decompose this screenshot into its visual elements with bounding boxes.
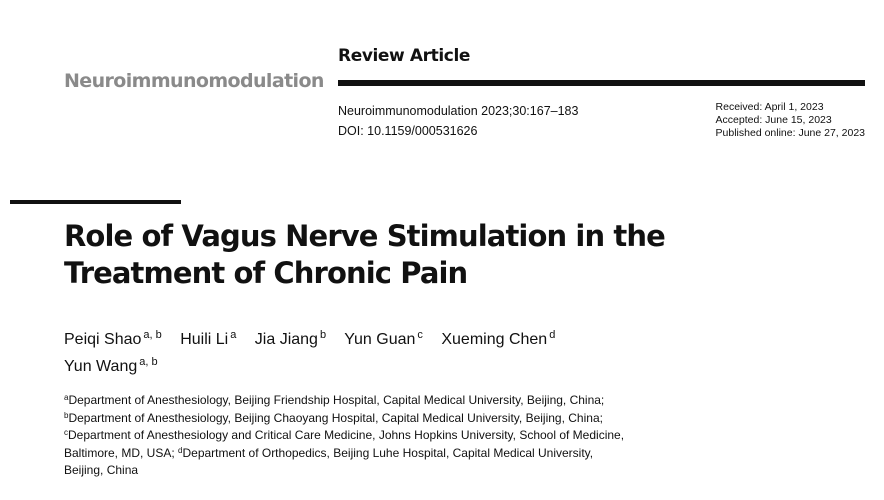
affiliation-text: Department of Anesthesiology, Beijing Chaoyang Hospital, Capital Medical University, Beijing, China;: [68, 410, 603, 425]
affiliation-line: [64, 410, 624, 428]
author-affiliation-marker: a, b: [139, 356, 158, 368]
author-affiliation-marker: d: [549, 329, 556, 341]
author[interactable]: [344, 331, 423, 348]
affiliation-marker: b: [64, 410, 69, 420]
author-list: [64, 326, 569, 380]
affiliation-text: Baltimore, MD, USA;: [64, 445, 179, 460]
affiliation-line: [64, 445, 624, 463]
affiliation-line: [64, 427, 624, 445]
author-affiliation-marker: a, b: [143, 329, 162, 341]
citation-reference: Neuroimmunomodulation 2023;30:167–183: [338, 104, 579, 118]
article-title: [64, 218, 665, 292]
received-date: Received: April 1, 2023: [715, 101, 824, 113]
author-affiliation-marker: c: [417, 329, 423, 341]
author[interactable]: [180, 331, 236, 348]
dates-block: [716, 101, 865, 140]
affiliation-marker: d: [178, 445, 183, 455]
article-type: Review Article: [338, 46, 471, 66]
journal-name: Neuroimmunomodulation: [64, 70, 324, 92]
author-name: Peiqi Shao: [64, 331, 142, 348]
affiliations-block: [64, 392, 624, 480]
author-affiliation-marker: a: [230, 329, 237, 341]
title-line-1: Role of Vagus Nerve Stimulation in the: [64, 219, 665, 253]
author[interactable]: [64, 331, 162, 348]
author-affiliation-marker: b: [319, 329, 327, 341]
affiliation-line: [64, 392, 624, 410]
author[interactable]: [255, 331, 326, 348]
author[interactable]: [441, 331, 555, 348]
title-rule: [10, 200, 181, 204]
author-line-1: [64, 326, 569, 353]
citation-doi[interactable]: DOI: 10.1159/000531626: [338, 124, 478, 138]
affiliation-text: Department of Anesthesiology, Beijing Friendship Hospital, Capital Medical University, Beijing, China;: [68, 393, 605, 407]
author-name: Xueming Chen: [441, 331, 548, 348]
author-name: Huili Li: [180, 331, 229, 348]
header-rule: [338, 80, 865, 86]
citation-block: [338, 101, 578, 141]
accepted-date: Accepted: June 15, 2023: [715, 114, 832, 126]
affiliation-text: Beijing, China: [64, 463, 139, 478]
affiliation-line: [64, 462, 624, 480]
affiliation-marker: a: [64, 393, 69, 402]
published-date: Published online: June 27, 2023: [715, 127, 865, 139]
author[interactable]: [64, 358, 158, 375]
author-line-2: [64, 353, 569, 380]
author-name: Yun Guan: [344, 331, 416, 348]
author-name: Yun Wang: [64, 358, 138, 375]
affiliation-text: Department of Orthopedics, Beijing Luhe Hospital, Capital Medical University,: [182, 445, 594, 460]
affiliation-marker: c: [64, 428, 68, 438]
author-name: Jia Jiang: [254, 331, 318, 348]
title-line-2: Treatment of Chronic Pain: [64, 256, 468, 290]
affiliation-text: Department of Anesthesiology and Critical Care Medicine, Johns Hopkins University, School of Medicine,: [68, 428, 625, 443]
